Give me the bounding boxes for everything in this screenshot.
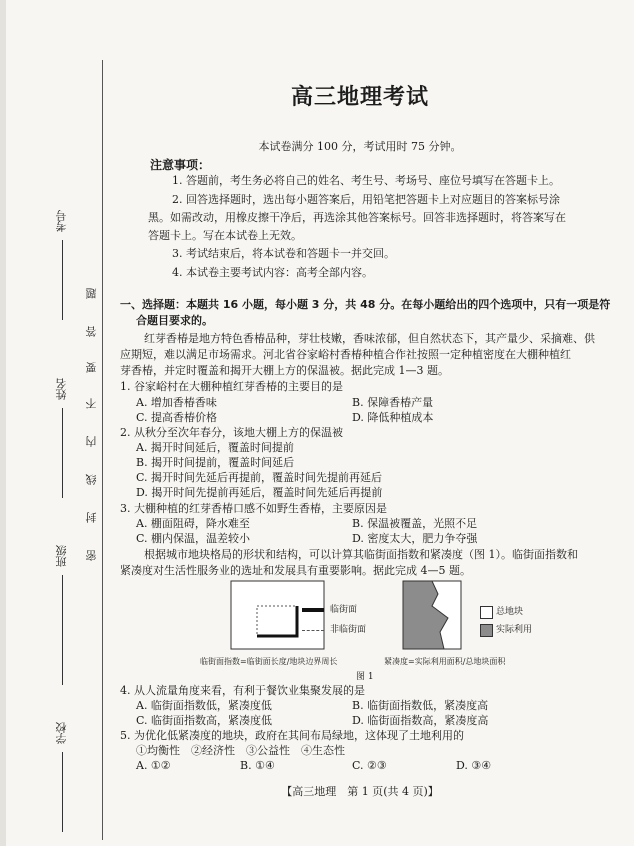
binding-line — [102, 60, 103, 840]
option-b[interactable]: B. 揭开时间提前，覆盖时间延后 — [136, 456, 295, 469]
option-c[interactable]: C. 棚内保温，温差较小 — [136, 532, 251, 545]
option-c[interactable]: C. ②③ — [352, 759, 387, 772]
option-c[interactable]: C. 临街面指数高，紧凑度低 — [136, 714, 273, 727]
passage-line: 芽香椿，并定时覆盖和揭开大棚上方的保温被。据此完成 1—3 题。 — [120, 364, 449, 377]
question-stem: 5. 为优化低紧凑度的地块，政府在其间布局绿地，这体现了土地利用的 — [120, 729, 464, 742]
option-d[interactable]: D. ③④ — [456, 759, 492, 772]
figure-caption-right: 紧凑度=实际利用面积/总地块面积 — [384, 657, 506, 666]
option-b[interactable]: B. ①④ — [240, 759, 275, 772]
option-c[interactable]: C. 提高香椿价格 — [136, 411, 218, 424]
seal-char: 题 — [85, 288, 98, 299]
class-label: 班级 — [55, 545, 68, 567]
seal-char: 不 — [85, 398, 98, 409]
legend-actual-swatch — [480, 624, 493, 637]
option-a[interactable]: A. 棚面阻碍，降水难至 — [136, 517, 250, 530]
passage-line: 紧凑度对生活性服务业的选址和发展具有重要影响。据此完成 4—5 题。 — [120, 564, 471, 577]
passage-line: 应期短，难以满足市场需求。河北省谷家峪村香椿种植合作社按照一定种植密度在大棚种植红 — [120, 348, 571, 361]
option-d[interactable]: D. 临街面指数高，紧凑度高 — [352, 714, 489, 727]
legend-nonstreet-label: 非临街面 — [330, 625, 367, 635]
seal-char: 封 — [85, 512, 98, 523]
land-parcel-outline — [231, 581, 324, 649]
option-c[interactable]: C. 揭开时间先延后再提前，覆盖时间先提前再延后 — [136, 471, 383, 484]
legend-total-label: 总地块 — [496, 607, 524, 617]
exam-subtitle: 本试卷满分 100 分，考试用时 75 分钟。 — [258, 140, 462, 153]
seal-char: 密 — [85, 550, 98, 561]
seal-char: 要 — [85, 362, 98, 373]
street-frontage-diagram — [230, 580, 325, 650]
legend-total-swatch — [480, 606, 493, 619]
notice-line: 答题卡上。写在本试卷上无效。 — [148, 229, 302, 242]
seal-char: 答 — [85, 326, 98, 337]
notice-line: 4. 本试卷主要考试内容：高考全部内容。 — [172, 266, 373, 279]
question-stem: 2. 从秋分至次年春分，该地大棚上方的保温被 — [120, 426, 343, 439]
option-b[interactable]: B. 保温被覆盖，光照不足 — [352, 517, 478, 530]
option-d[interactable]: D. 密度太大，肥力争夺强 — [352, 532, 478, 545]
legend-street-swatch — [302, 608, 324, 612]
option-d[interactable]: D. 揭开时间先提前再延后，覆盖时间先延后再提前 — [136, 486, 383, 499]
question-stem: 3. 大棚种植的红芽香椿口感不如野生香椿，主要原因是 — [120, 502, 387, 515]
option-a[interactable]: A. 揭开时间延后，覆盖时间提前 — [136, 441, 294, 454]
figure-caption-left: 临街面指数=临街面长度/地块边界周长 — [200, 657, 338, 666]
compactness-diagram — [402, 580, 462, 650]
legend-nonstreet-swatch — [302, 630, 324, 631]
question-items: ①均衡性 ②经济性 ③公益性 ④生态性 — [136, 744, 345, 757]
figure-label: 图 1 — [356, 672, 374, 682]
page-footer: 【高三地理 第 1 页(共 4 页)】 — [281, 785, 439, 798]
class-field[interactable] — [62, 575, 63, 685]
seal-char: 内 — [85, 436, 98, 447]
section-heading: 一、选择题：本题共 16 小题，每小题 3 分，共 48 分。在每小题给出的四个选项中，只有一项是符 — [120, 298, 611, 311]
exam-number-field[interactable] — [62, 240, 63, 320]
name-field[interactable] — [62, 408, 63, 498]
seal-char: 线 — [85, 474, 98, 485]
option-a[interactable]: A. 增加香椿香味 — [136, 396, 217, 409]
section-heading: 合题目要求的。 — [136, 314, 213, 327]
passage-line: 红芽香椿是地方特色香椿品种，芽壮枝嫩，香味浓郁，但自然状态下，其产量少、采摘难、供 — [144, 332, 595, 345]
notice-line: 2. 回答选择题时，选出每小题答案后，用铅笔把答题卡上对应题目的答案标号涂 — [172, 193, 560, 206]
option-a[interactable]: A. ①② — [136, 759, 171, 772]
notice-line: 3. 考试结束后，将本试卷和答题卡一并交回。 — [172, 247, 395, 260]
school-field[interactable] — [62, 752, 63, 832]
option-b[interactable]: B. 保障香椿产量 — [352, 396, 434, 409]
option-d[interactable]: D. 降低种植成本 — [352, 411, 434, 424]
page-edge — [0, 0, 6, 846]
school-label: 学校 — [55, 722, 68, 744]
question-stem: 1. 谷家峪村在大棚种植红芽香椿的主要目的是 — [120, 380, 343, 393]
legend-street-label: 临街面 — [330, 605, 358, 615]
question-stem: 4. 从人流量角度来看，有利于餐饮业集聚发展的是 — [120, 684, 365, 697]
notice-line: 黑。如需改动，用橡皮擦干净后，再选涂其他答案标号。回答非选择题时，将答案写在 — [148, 211, 566, 224]
exam-number-label: 考号 — [55, 210, 68, 232]
legend-actual-label: 实际利用 — [496, 625, 533, 635]
passage-line: 根据城市地块格局的形状和结构，可以计算其临街面指数和紧凑度（图 1）。临街面指数和 — [144, 548, 578, 561]
notice-heading: 注意事项： — [150, 158, 211, 172]
exam-title: 高三地理考试 — [290, 85, 429, 110]
option-b[interactable]: B. 临街面指数低，紧凑度高 — [352, 699, 489, 712]
notice-line: 1. 答题前，考生务必将自己的姓名、考生号、考场号、座位号填写在答题卡上。 — [172, 174, 560, 187]
name-label: 姓名 — [55, 378, 68, 400]
option-a[interactable]: A. 临街面指数低，紧凑度低 — [136, 699, 272, 712]
